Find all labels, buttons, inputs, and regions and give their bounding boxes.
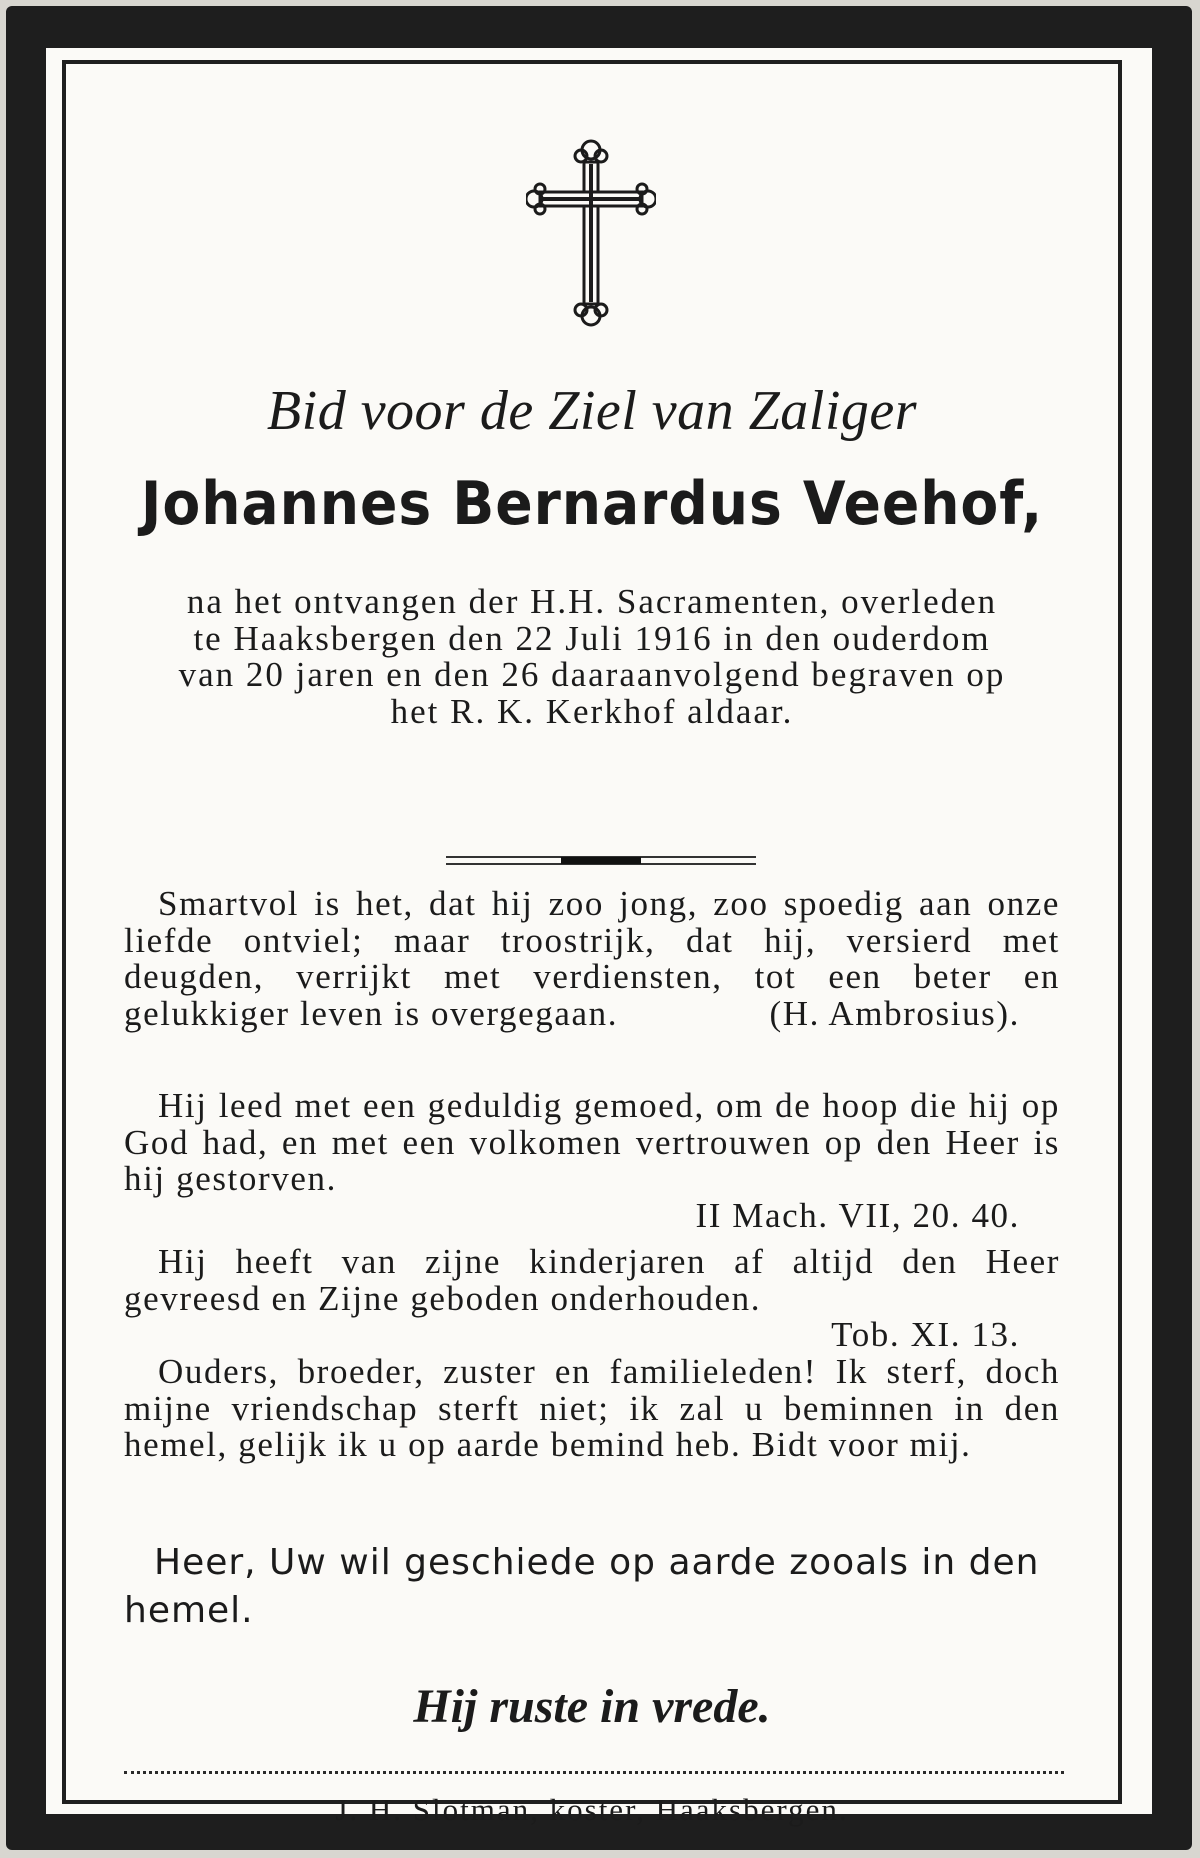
quote-paragraph (124, 886, 1060, 1032)
quote-paragraph (124, 1088, 1060, 1234)
quote-paragraph (124, 1244, 1060, 1354)
quote-text: Hij leed met een geduldig gemoed, om de hoop die hij op God had, en met een volkomen vertrouwen op den Heer is hij gestorven. (124, 1086, 1060, 1198)
invocation-heading: Bid voor de Ziel van Zaliger (266, 380, 918, 442)
quote-reference: Tob. XI. 13. (831, 1315, 1020, 1354)
closing-line: Hij ruste in vrede. (413, 1680, 771, 1733)
farewell-paragraph (124, 1354, 1060, 1464)
printer-credit: J. H. Slotman, koster, Haaksbergen. (335, 1792, 849, 1827)
deceased-name: Johannes Bernardus Veehof, (140, 469, 1044, 539)
cross-icon (526, 134, 656, 334)
quote-reference: II Mach. VII, 20. 40. (695, 1195, 1020, 1235)
quote-reference: (H. Ambrosius). (769, 993, 1020, 1033)
ornamental-divider (446, 854, 756, 868)
dotted-separator (124, 1771, 1064, 1774)
prayer-text: Heer, Uw wil geschiede op aarde zooals in den hemel. (124, 1542, 1040, 1631)
card-paper (46, 48, 1152, 1827)
memorial-card (6, 6, 1192, 1850)
death-details: na het ontvangen der H.H. Sacramenten, overleden te Haaksbergen den 22 Juli 1916 in den ouderdom van 20 jaren en den 26 daaraanvolgend begraven op het R. K. Kerkhof aldaar. (178, 582, 1006, 731)
inner-frame (62, 60, 1122, 1827)
farewell-text: Ouders, broeder, zuster en familieleden! Ik sterf, doch mijne vriendschap sterft niet; ik zal u beminnen in den hemel, gelijk ik u op aarde bemind heb. Bidt voor mij. (124, 1352, 1060, 1464)
quote-text: Smartvol is het, dat hij zoo jong, zoo spoedig aan onze liefde ontviel; maar troostrijk, dat hij, versierd met deugden, verrijkt met verdiensten, tot een beter en gelukkiger leven is overgegaan. (124, 884, 1060, 1033)
quote-text: Hij heeft van zijne kinderjaren af altijd den Heer gevreesd en Zijne geboden onderhouden. (124, 1242, 1060, 1318)
